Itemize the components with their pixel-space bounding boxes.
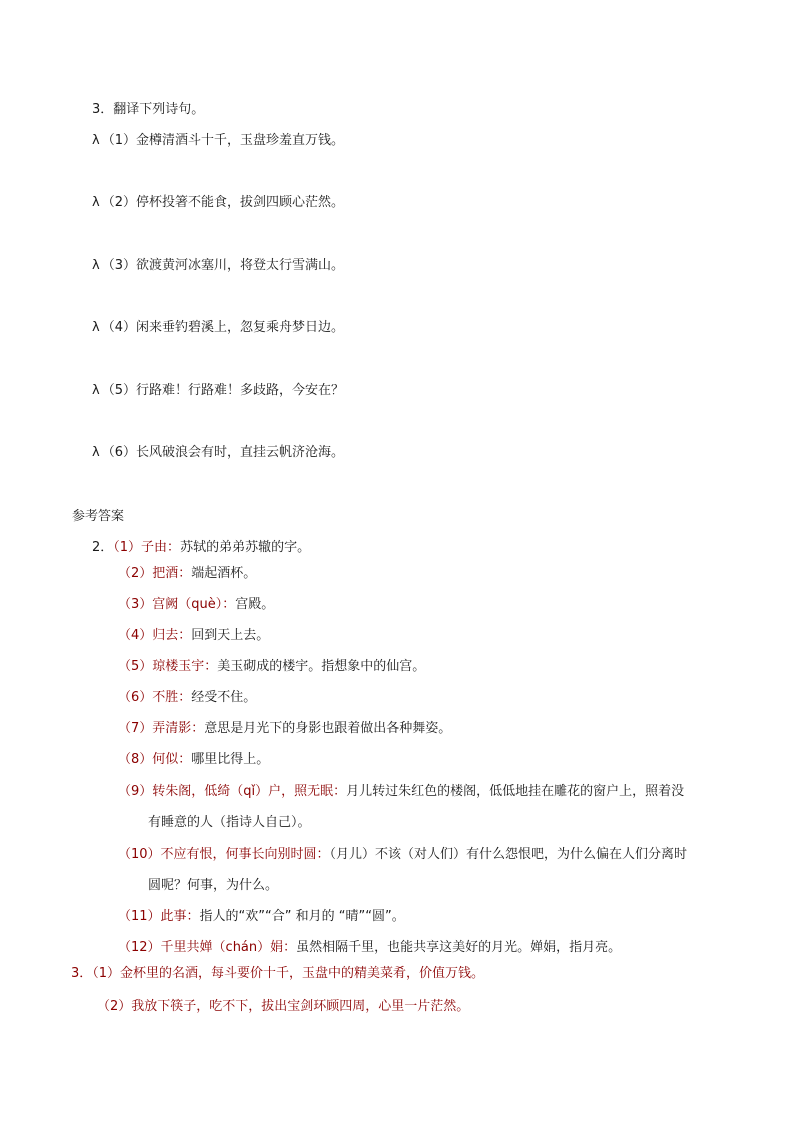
answer-2-item — [118, 939, 621, 957]
answer-term: （1）子由： — [113, 540, 181, 555]
answer-term: （4）归去： — [118, 628, 192, 643]
question-item-3 — [92, 257, 344, 275]
answer-2-continuation: 圆呢？何事，为什么。 — [148, 878, 279, 893]
answer-2-item — [118, 565, 256, 583]
answer-term: （12）千里共婵（chán）娟： — [118, 940, 297, 955]
answer-2-item — [118, 846, 687, 864]
answer-definition: 宫殿。 — [235, 597, 275, 612]
answer-definition: 虽然相隔千里，也能共享这美好的月光。婵娟，指月亮。 — [296, 940, 622, 955]
answer-term: （8）何似： — [118, 752, 192, 767]
answer-term: （9）转朱阁，低绮（qǐ）户，照无眠： — [118, 784, 347, 799]
answer-term: （10）不应有恨，何事长向别时圆： — [118, 847, 330, 862]
answer-definition: 美玉砌成的楼宇。指想象中的仙宫。 — [217, 659, 426, 674]
question-text: （6）长风破浪会有时，直挂云帆济沧海。 — [101, 445, 344, 460]
answer-term: （6）不胜： — [118, 690, 192, 705]
answer-2-item — [118, 596, 274, 614]
answer-2-block — [92, 539, 310, 557]
question-text: （4）闲来垂钓碧溪上，忽复乘舟梦日边。 — [101, 320, 344, 335]
question-item-5 — [92, 382, 344, 400]
answer-definition: 端起酒杯。 — [191, 566, 257, 581]
bullet: λ — [92, 195, 100, 210]
answer-2-item — [118, 783, 684, 801]
answer-definition: 月儿转过朱红色的楼阁，低低地挂在雕花的窗户上，照着没 — [346, 784, 685, 799]
question-text: （5）行路难！行路难！多歧路，今安在？ — [101, 383, 344, 398]
answer-term: （11）此事： — [118, 909, 200, 924]
answer-number: 3． — [71, 966, 93, 981]
question-item-6 — [92, 444, 344, 462]
question-text: （3）欲渡黄河冰塞川，将登太行雪满山。 — [101, 258, 344, 273]
bullet: λ — [92, 320, 100, 335]
bullet: λ — [92, 258, 100, 273]
answer-term: （5）琼楼玉宇： — [118, 659, 218, 674]
bullet: λ — [92, 383, 100, 398]
question-item-1 — [92, 132, 344, 150]
answer-definition: 意思是月光下的身影也跟着做出各种舞姿。 — [204, 721, 452, 736]
answer-2-item — [118, 908, 405, 926]
question-item-2 — [92, 194, 344, 212]
answer-definition: 回到天上去。 — [191, 628, 270, 643]
question-text: （1）金樽清酒斗十千，玉盘珍羞直万钱。 — [101, 133, 344, 148]
answer-term: （2）把酒： — [118, 566, 192, 581]
answer-2-continuation: 有睡意的人（指诗人自己）。 — [148, 815, 311, 830]
bullet: λ — [92, 445, 100, 460]
bullet: λ — [92, 133, 100, 148]
question-item-4 — [92, 319, 344, 337]
answer-3-item: （2）我放下筷子，吃不下，拔出宝剑环顾四周，心里一片茫然。 — [97, 999, 470, 1014]
answers-heading: 参考答案 — [72, 509, 125, 524]
answer-definition: 指人的“欢”“合” 和月的 “晴”“圆”。 — [199, 909, 405, 924]
answer-term: （3）宫阙（què）： — [118, 597, 236, 612]
answer-definition: （月儿）不该（对人们）有什么怨恨吧，为什么偏在人们分离时 — [329, 847, 688, 862]
answer-term: （7）弄清影： — [118, 721, 205, 736]
answer-number: 2． — [92, 540, 114, 555]
question-text: （2）停杯投箸不能食，拔剑四顾心茫然。 — [101, 195, 344, 210]
answer-definition: 哪里比得上。 — [191, 752, 270, 767]
answer-2-item — [118, 720, 451, 738]
answer-3-block — [71, 965, 484, 983]
question-heading: 3．翻译下列诗句。 — [92, 102, 205, 117]
answer-text: （1）金杯里的名酒，每斗要价十千，玉盘中的精美菜肴，价值万钱。 — [92, 966, 485, 981]
answer-definition: 苏轼的弟弟苏辙的字。 — [180, 540, 311, 555]
answer-2-item — [118, 627, 269, 645]
answer-2-item — [118, 751, 269, 769]
answer-2-item — [118, 658, 425, 676]
answer-definition: 经受不住。 — [191, 690, 257, 705]
answer-2-item — [118, 689, 256, 707]
